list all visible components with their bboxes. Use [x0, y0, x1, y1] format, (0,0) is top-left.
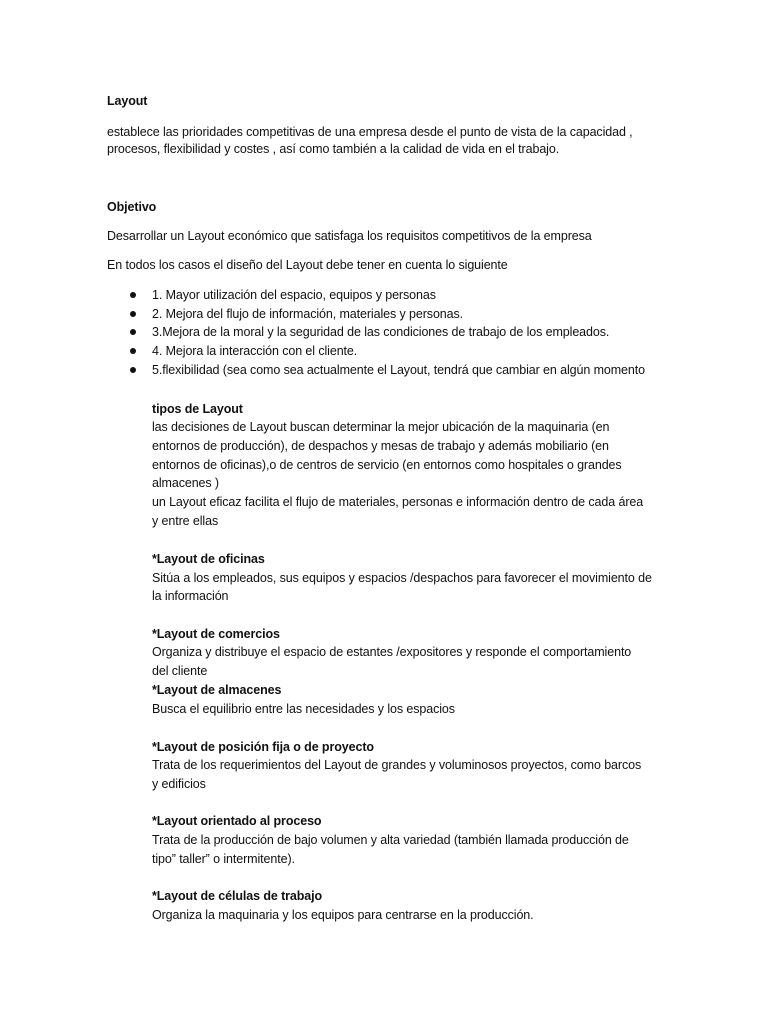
section-text-line: Organiza y distribuye el espacio de estantes /expositores y responde el comportamiento — [152, 645, 632, 659]
section-title-comercios: *Layout de comercios — [152, 627, 280, 641]
objective-heading: Objetivo — [107, 200, 157, 214]
objective-text: Desarrollar un Layout económico que satisfaga los requisitos competitivos de la empresa — [107, 229, 592, 243]
bullet-icon — [130, 329, 136, 335]
document-title: Layout — [107, 94, 148, 108]
types-text-line: almacenes ) — [152, 476, 219, 490]
section-title-almacenes: *Layout de almacenes — [152, 683, 282, 697]
section-text-line: Trata de los requerimientos del Layout de grandes y voluminosos proyectos, como barcos — [152, 758, 642, 772]
section-text-line: Busca el equilibrio entre las necesidades y los espacios — [152, 702, 455, 716]
section-title-celulas: *Layout de células de trabajo — [152, 889, 323, 903]
list-item: 1. Mayor utilización del espacio, equipos y personas — [152, 288, 436, 302]
section-text-line: del cliente — [152, 664, 208, 678]
section-text-line: Sitúa a los empleados, sus equipos y espacios /despachos para favorecer el movimiento de — [152, 571, 652, 585]
section-text-line: la información — [152, 589, 229, 603]
bullet-icon — [130, 367, 136, 373]
section-title-posicion-fija: *Layout de posición fija o de proyecto — [152, 740, 374, 754]
consider-text: En todos los casos el diseño del Layout debe tener en cuenta lo siguiente — [107, 258, 508, 272]
section-text-line: tipo” taller” o intermitente). — [152, 852, 295, 866]
section-text-line: Organiza la maquinaria y los equipos para centrarse en la producción. — [152, 908, 534, 922]
intro-text-line-2: procesos, flexibilidad y costes , así como también a la calidad de vida en el trabajo. — [107, 142, 560, 156]
types-text-line: entornos de oficinas),o de centros de servicio (en entornos como hospitales o grandes — [152, 458, 622, 472]
list-item: 5.flexibilidad (sea como sea actualmente el Layout, tendrá que cambiar en algún momento — [152, 363, 645, 377]
section-title-proceso: *Layout orientado al proceso — [152, 814, 322, 828]
section-title-oficinas: *Layout de oficinas — [152, 552, 265, 566]
types-text-line: un Layout eficaz facilita el flujo de materiales, personas e información dentro de cada área — [152, 495, 644, 509]
list-item: 3.Mejora de la moral y la seguridad de las condiciones de trabajo de los empleados. — [152, 325, 610, 339]
bullet-icon — [130, 348, 136, 354]
section-text-line: Trata de la producción de bajo volumen y alta variedad (también llamada producción de — [152, 833, 629, 847]
types-heading: tipos de Layout — [152, 402, 243, 416]
bullet-icon — [130, 311, 136, 317]
types-text-line: y entre ellas — [152, 514, 219, 528]
list-item: 2. Mejora del flujo de información, materiales y personas. — [152, 307, 464, 321]
types-text-line: entornos de producción), de despachos y mesas de trabajo y además mobiliario (en — [152, 439, 609, 453]
section-text-line: y edificios — [152, 777, 206, 791]
intro-text-line-1: establece las prioridades competitivas de una empresa desde el punto de vista de la capacidad , — [107, 125, 633, 139]
list-item: 4. Mejora la interacción con el cliente. — [152, 344, 358, 358]
bullet-icon — [130, 292, 136, 298]
types-text-line: las decisiones de Layout buscan determinar la mejor ubicación de la maquinaria (en — [152, 420, 610, 434]
